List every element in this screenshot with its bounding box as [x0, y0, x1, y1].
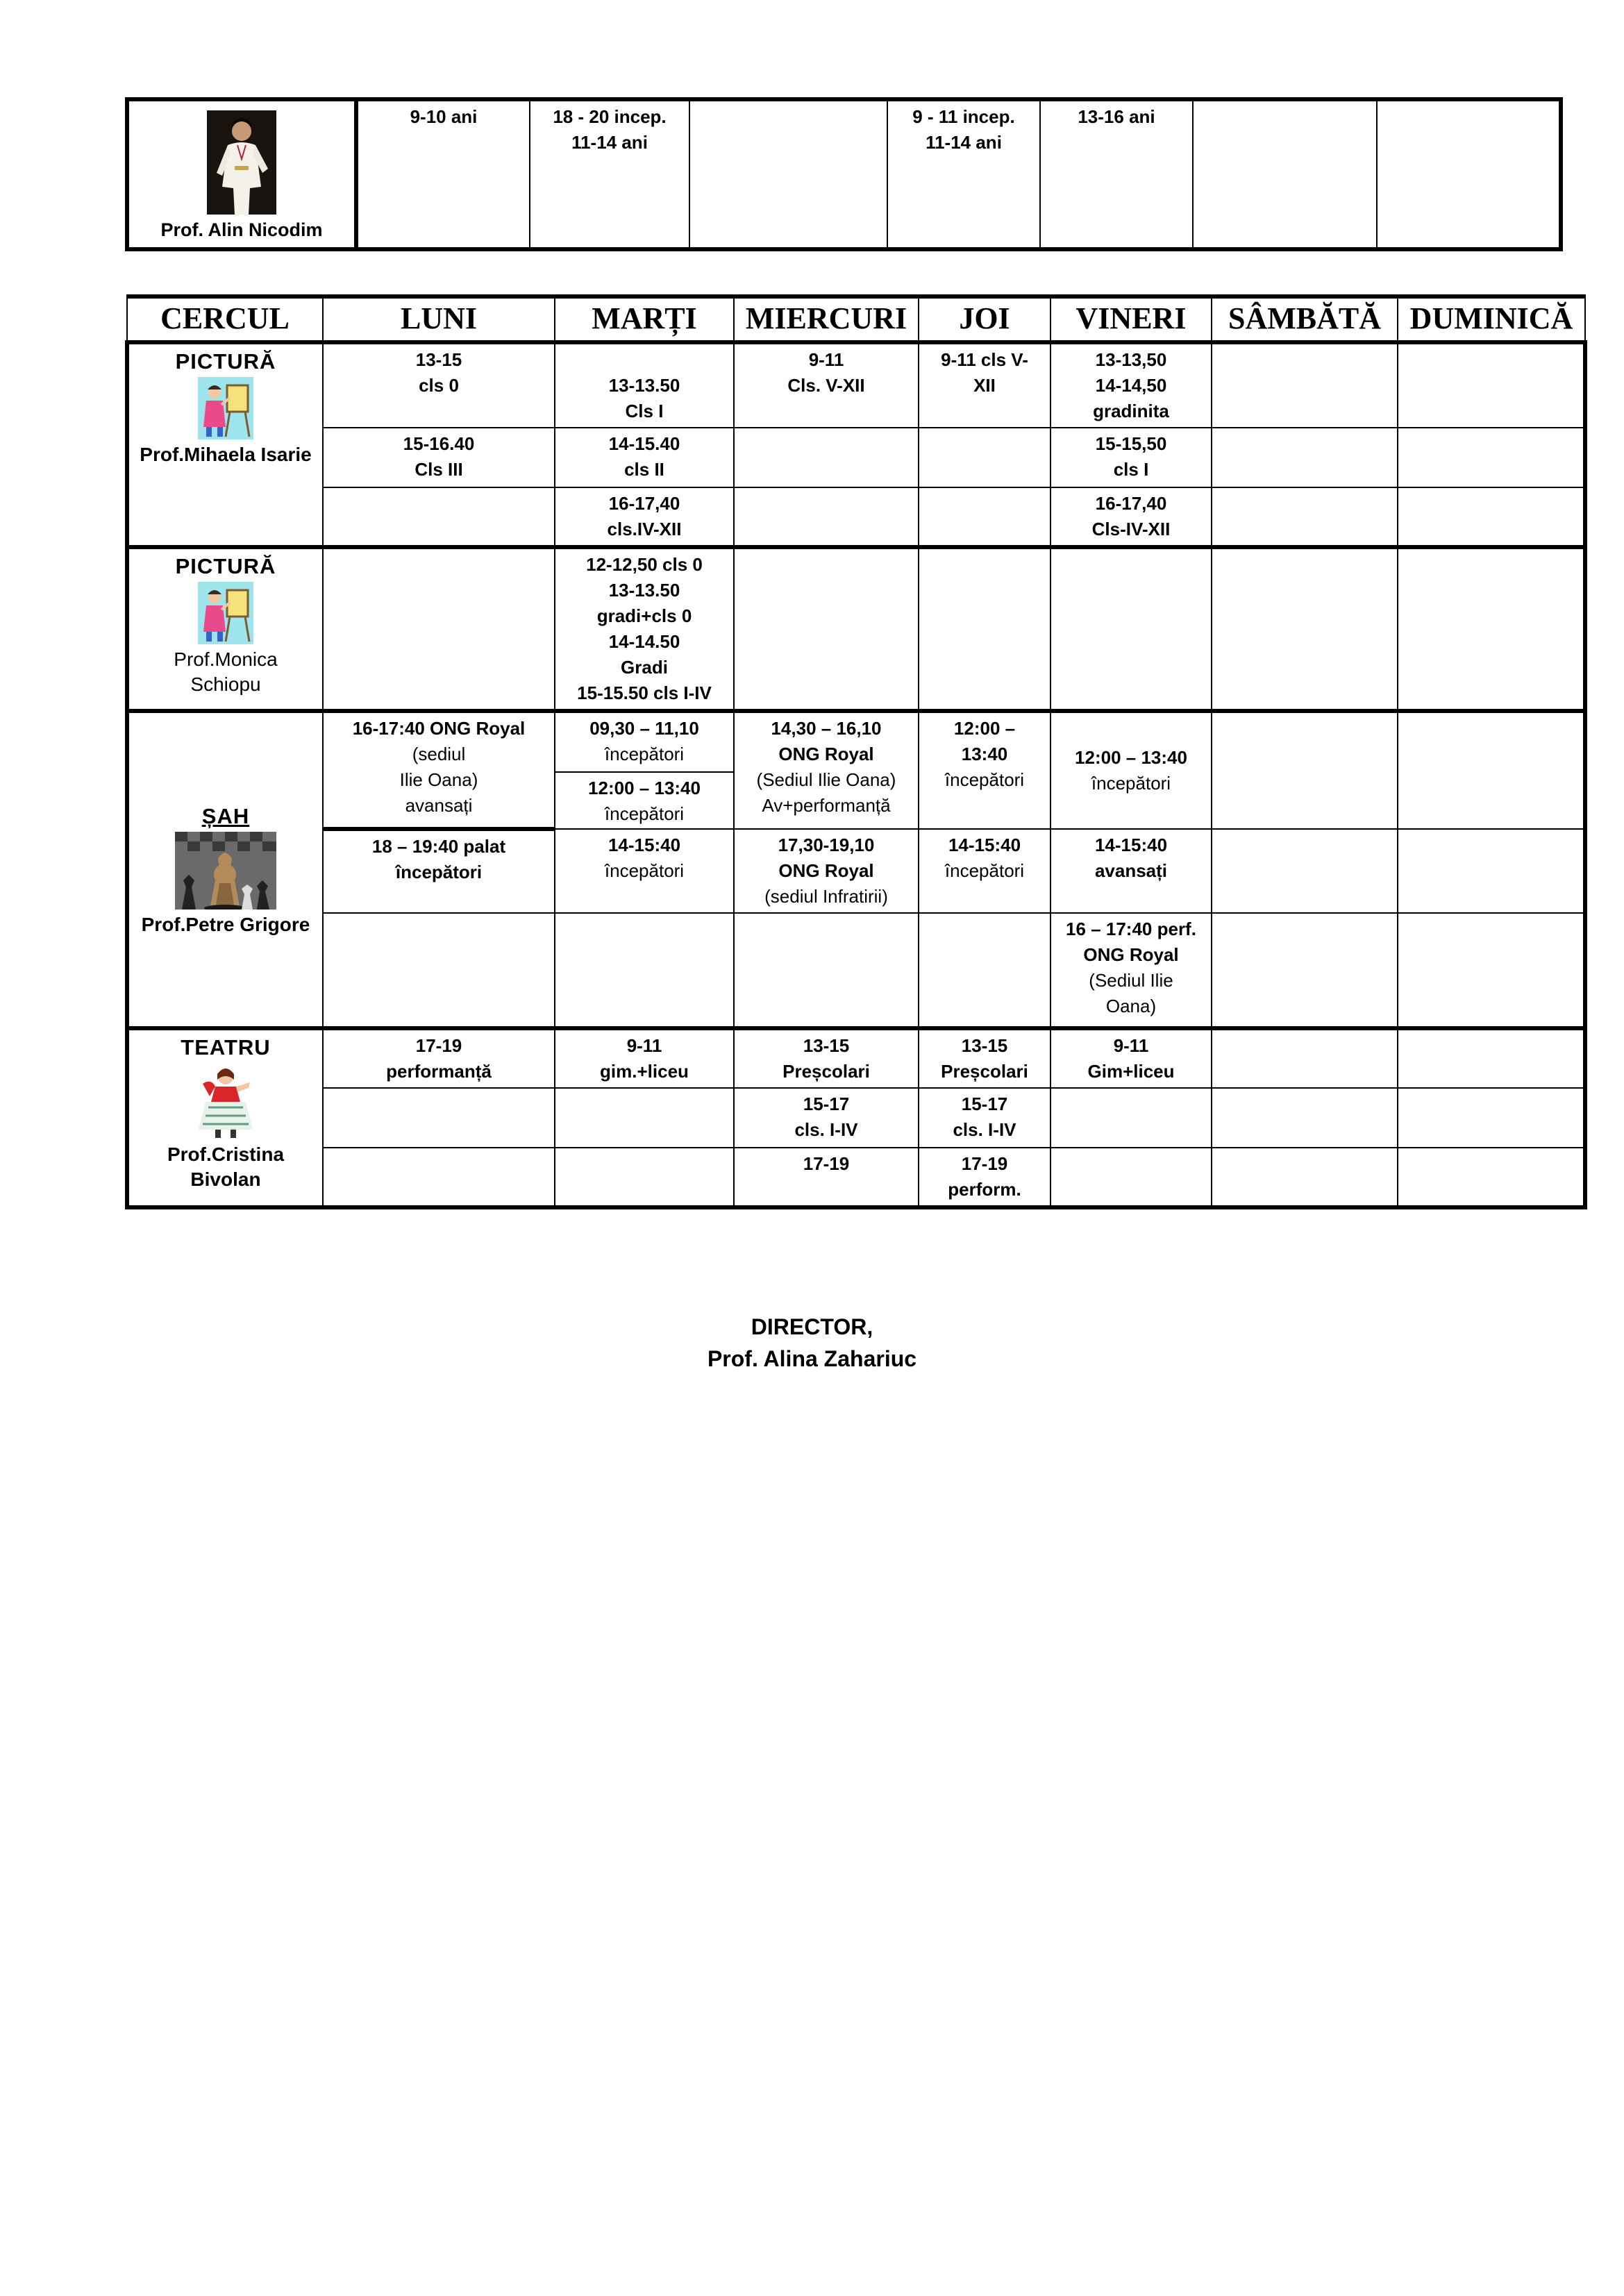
- cell-text: 11-14 ani: [926, 132, 1002, 153]
- schedule-cell-joi: [919, 428, 1050, 487]
- cell-text: 15-17: [961, 1093, 1008, 1114]
- cell-text: Preșcolari: [782, 1061, 870, 1082]
- painter-icon: [198, 377, 253, 439]
- cell-text: cls I: [1113, 459, 1149, 480]
- director-role: DIRECTOR,: [751, 1314, 873, 1339]
- previous-circle-table: [125, 97, 1563, 251]
- circle-name: PICTURĂ: [175, 554, 276, 578]
- schedule-cell-marti: [555, 342, 734, 428]
- schedule-cell-sambata: [1212, 1028, 1398, 1088]
- circle-name: PICTURĂ: [175, 349, 276, 374]
- schedule-cell-sambata: [1212, 913, 1398, 1028]
- schedule-cell-joi: [919, 829, 1050, 913]
- circle-pictura-2: [127, 547, 323, 711]
- cell-text: 12:00 – 13:40: [1075, 747, 1187, 768]
- schedule-cell-miercuri: [734, 1028, 919, 1088]
- header-sambata: SÂMBĂTĂ: [1212, 296, 1398, 342]
- schedule-cell-duminica: [1398, 1088, 1585, 1148]
- schedule-cell-marti: [555, 913, 734, 1028]
- cell-text: (sediul Infratirii): [764, 886, 888, 907]
- header-miercuri: MIERCURI: [734, 296, 919, 342]
- schedule-cell-marti: [555, 428, 734, 487]
- schedule-cell-duminica: [1398, 547, 1585, 711]
- schedule-cell-sambata: [1212, 342, 1398, 428]
- schedule-cell-sambata: [1212, 428, 1398, 487]
- cell-text: începători: [604, 803, 685, 824]
- schedule-cell-vineri: [1050, 342, 1212, 428]
- cell-text: cls 0: [419, 375, 459, 396]
- teacher-cell: [127, 99, 356, 249]
- table-row: [127, 1028, 1585, 1088]
- cell-text: XII: [973, 375, 996, 396]
- signature-block: [0, 1311, 1624, 1375]
- cell-text: începători: [1091, 773, 1171, 794]
- cell-text: ONG Royal: [1083, 944, 1179, 965]
- cell-text: Av+performanță: [762, 795, 891, 816]
- schedule-cell-duminica: [1398, 913, 1585, 1028]
- cell-divider: [555, 771, 733, 827]
- header-joi: JOI: [919, 296, 1050, 342]
- schedule-cell-joi: [919, 1028, 1050, 1088]
- theater-girl-icon: [194, 1063, 257, 1139]
- schedule-cell-luni: [323, 487, 555, 547]
- cell-text: începători: [944, 860, 1025, 881]
- cell-text: 9 - 11 incep.: [912, 106, 1015, 127]
- cell-text: perform.: [948, 1179, 1021, 1200]
- cell-text: 15-15.50 cls I-IV: [577, 682, 712, 703]
- teacher-name: Prof.Mihaela Isarie: [140, 444, 312, 465]
- cell-text: 17,30-19,10: [778, 835, 875, 855]
- schedule-cell-marti: [555, 1028, 734, 1088]
- schedule-cell-marti: [555, 829, 734, 913]
- cell-text: 14,30 – 16,10: [771, 718, 882, 739]
- cell-text: avansați: [1094, 860, 1168, 881]
- cell-text: începători: [944, 769, 1025, 790]
- cell-text: 16-17,40: [608, 493, 680, 514]
- schedule-cell-luni: [323, 711, 555, 829]
- schedule-cell-luni: [323, 829, 555, 913]
- cell-text: începători: [604, 744, 685, 764]
- cell-text: Cls-IV-XII: [1091, 519, 1171, 539]
- cell-text: (Sediul Ilie Oana): [756, 769, 896, 790]
- schedule-cell: [887, 99, 1040, 249]
- schedule-cell: [1040, 99, 1193, 249]
- schedule-cell-miercuri: [734, 829, 919, 913]
- schedule-cell-marti: [555, 1148, 734, 1207]
- table-row: [127, 1148, 1585, 1207]
- cell-text: 13-13,50: [1095, 349, 1167, 370]
- teacher-name: Prof.Petre Grigore: [141, 914, 310, 935]
- schedule-cell-luni: [323, 1148, 555, 1207]
- schedule-cell-joi: [919, 1088, 1050, 1148]
- schedule-cell-miercuri: [734, 913, 919, 1028]
- schedule-cell-miercuri: [734, 342, 919, 428]
- schedule-cell-vineri: [1050, 1088, 1212, 1148]
- schedule-cell-luni: [323, 913, 555, 1028]
- cell-text: performanță: [386, 1061, 492, 1082]
- schedule-cell-duminica: [1398, 1028, 1585, 1088]
- cell-text: ONG Royal: [778, 860, 874, 881]
- table-row: [127, 547, 1585, 711]
- schedule-cell-vineri: [1050, 487, 1212, 547]
- cell-text: 16 – 17:40 perf.: [1066, 919, 1196, 939]
- painter-icon: [198, 582, 253, 644]
- cell-text: 14-14,50: [1095, 375, 1167, 396]
- cell-text: Oana): [1105, 996, 1157, 1016]
- cell-text: 18 - 20 incep.: [553, 106, 667, 127]
- cell-text: 13-13.50: [608, 580, 680, 601]
- cell-text: 15-16.40: [403, 433, 475, 454]
- schedule-cell-luni: [323, 1088, 555, 1148]
- cell-text: 13:40: [961, 744, 1008, 764]
- teacher-name-line: Prof.Cristina: [167, 1143, 285, 1165]
- schedule-cell: [689, 99, 887, 249]
- cell-text: Cls I: [625, 401, 664, 421]
- cell-text: 15-15,50: [1095, 433, 1167, 454]
- header-marti: MARȚI: [555, 296, 734, 342]
- cell-text: Cls III: [415, 459, 463, 480]
- cell-text: avansați: [405, 795, 473, 816]
- schedule-cell-miercuri: [734, 547, 919, 711]
- schedule-cell-vineri: [1050, 428, 1212, 487]
- cell-text: ONG Royal: [778, 744, 874, 764]
- cell-text: 17-19: [415, 1035, 462, 1056]
- table-row: [127, 913, 1585, 1028]
- schedule-cell-luni: [323, 1028, 555, 1088]
- schedule-cell-duminica: [1398, 487, 1585, 547]
- schedule-cell-miercuri: [734, 1088, 919, 1148]
- schedule-cell-duminica: [1398, 1148, 1585, 1207]
- schedule-cell-sambata: [1212, 711, 1398, 829]
- cell-text: 12-12,50 cls 0: [586, 554, 703, 575]
- header-duminica: DUMINICĂ: [1398, 296, 1585, 342]
- schedule-cell-sambata: [1212, 1088, 1398, 1148]
- cell-text: Gradi: [621, 657, 668, 678]
- schedule-cell-joi: [919, 487, 1050, 547]
- cell-text: 13-15: [803, 1035, 850, 1056]
- schedule-cell-joi: [919, 711, 1050, 829]
- schedule-cell-duminica: [1398, 428, 1585, 487]
- cell-text: 12:00 –: [953, 718, 1016, 739]
- cell-text: 14-15.40: [608, 433, 680, 454]
- cell-text: 14-15:40: [948, 835, 1021, 855]
- cell-text: 18 – 19:40 palat: [371, 836, 506, 857]
- schedule-cell-luni: [323, 428, 555, 487]
- cell-text: (Sediul Ilie: [1089, 970, 1173, 991]
- cell-text: 13-16 ani: [1078, 106, 1155, 127]
- cell-text: 17-19: [803, 1153, 850, 1174]
- schedule-cell-miercuri: [734, 1148, 919, 1207]
- cell-text: 16-17,40: [1095, 493, 1167, 514]
- cell-text: 11-14 ani: [571, 132, 648, 153]
- cell-text: 15-17: [803, 1093, 850, 1114]
- cell-text: 9-11: [1113, 1035, 1149, 1056]
- cell-text: începători: [604, 860, 685, 881]
- cell-text: 9-11: [626, 1035, 662, 1056]
- schedule-cell-joi: [919, 913, 1050, 1028]
- schedule-cell-duminica: [1398, 711, 1585, 829]
- director-name: Prof. Alina Zahariuc: [707, 1346, 917, 1371]
- schedule-cell-sambata: [1212, 487, 1398, 547]
- table-row: [127, 487, 1585, 547]
- chess-pieces-icon: [175, 832, 276, 910]
- schedule-cell-joi: [919, 1148, 1050, 1207]
- schedule-cell-sambata: [1212, 1148, 1398, 1207]
- cell-text: cls. I-IV: [794, 1119, 858, 1140]
- schedule-cell-duminica: [1398, 829, 1585, 913]
- header-cercul: CERCUL: [127, 296, 323, 342]
- schedule-cell-vineri: [1050, 1148, 1212, 1207]
- teacher-name: Prof. Alin Nicodim: [160, 219, 323, 240]
- schedule-cell-marti: [555, 711, 734, 829]
- elvis-photo-icon: [207, 110, 276, 215]
- schedule-cell: [1193, 99, 1377, 249]
- circle-name: ȘAH: [201, 804, 250, 828]
- schedule-cell-miercuri: [734, 428, 919, 487]
- schedule-cell-vineri: [1050, 829, 1212, 913]
- cell-text: cls.IV-XII: [607, 519, 682, 539]
- schedule-cell-joi: [919, 342, 1050, 428]
- cell-text: (sediul: [412, 744, 466, 764]
- teacher-name-line: Bivolan: [190, 1168, 261, 1190]
- cell-text: 16-17:40 ONG Royal: [352, 718, 526, 739]
- cell-text: gim.+liceu: [600, 1061, 689, 1082]
- cell-text: 17-19: [961, 1153, 1008, 1174]
- schedule-cell-luni: [323, 342, 555, 428]
- cell-text: 14-15:40: [1094, 835, 1168, 855]
- cell-text: 9-11 cls V-: [941, 349, 1028, 370]
- schedule-cell-duminica: [1398, 342, 1585, 428]
- circle-teatru: [127, 1028, 323, 1207]
- schedule-cell-vineri: [1050, 1028, 1212, 1088]
- table-row: [127, 428, 1585, 487]
- cell-text: Gim+liceu: [1087, 1061, 1175, 1082]
- schedule-cell-marti: [555, 1088, 734, 1148]
- cell-text: 13-15: [961, 1035, 1008, 1056]
- schedule-cell: [530, 99, 689, 249]
- cell-text: Cls. V-XII: [787, 375, 865, 396]
- schedule-cell-miercuri: [734, 487, 919, 547]
- teacher-name-line: Prof.Monica: [174, 648, 278, 670]
- cell-text: 13-15: [415, 349, 462, 370]
- cell-text: Preșcolari: [941, 1061, 1028, 1082]
- schedule-cell-luni: [323, 547, 555, 711]
- cell-text: Ilie Oana): [399, 769, 478, 790]
- schedule-cell-sambata: [1212, 829, 1398, 913]
- header-luni: LUNI: [323, 296, 555, 342]
- schedule-cell-vineri: [1050, 913, 1212, 1028]
- schedule-cell: [356, 99, 530, 249]
- schedule-cell-joi: [919, 547, 1050, 711]
- cell-text: 9-11: [808, 349, 844, 370]
- schedule-table: [125, 294, 1587, 1209]
- cell-text: 09,30 – 11,10: [589, 718, 699, 739]
- schedule-cell: [1377, 99, 1561, 249]
- cell-text: gradi+cls 0: [596, 605, 692, 626]
- header-vineri: VINERI: [1050, 296, 1212, 342]
- cell-text: cls II: [624, 459, 664, 480]
- cell-text: 14-15:40: [608, 835, 681, 855]
- cell-text: cls. I-IV: [953, 1119, 1016, 1140]
- circle-sah: [127, 711, 323, 1028]
- circle-pictura-1: [127, 342, 323, 547]
- table-row: [127, 342, 1585, 428]
- schedule-cell-marti: [555, 547, 734, 711]
- schedule-cell-sambata: [1212, 547, 1398, 711]
- schedule-cell-marti: [555, 487, 734, 547]
- cell-text: 12:00 – 13:40: [588, 778, 701, 798]
- cell-text: 9-10 ani: [410, 106, 478, 127]
- cell-text: începători: [395, 862, 483, 882]
- table-row: [127, 829, 1585, 913]
- table-row: [127, 1088, 1585, 1148]
- schedule-cell-miercuri: [734, 711, 919, 829]
- circle-name: TEATRU: [181, 1035, 271, 1059]
- teacher-name-line: Schiopu: [190, 673, 261, 695]
- schedule-cell-vineri: [1050, 547, 1212, 711]
- cell-text: 14-14.50: [608, 631, 680, 652]
- header-row: [127, 296, 1585, 342]
- table-row: [127, 711, 1585, 829]
- cell-text: gradinita: [1093, 401, 1169, 421]
- schedule-cell-vineri: [1050, 711, 1212, 829]
- cell-text: 13-13.50: [608, 375, 680, 396]
